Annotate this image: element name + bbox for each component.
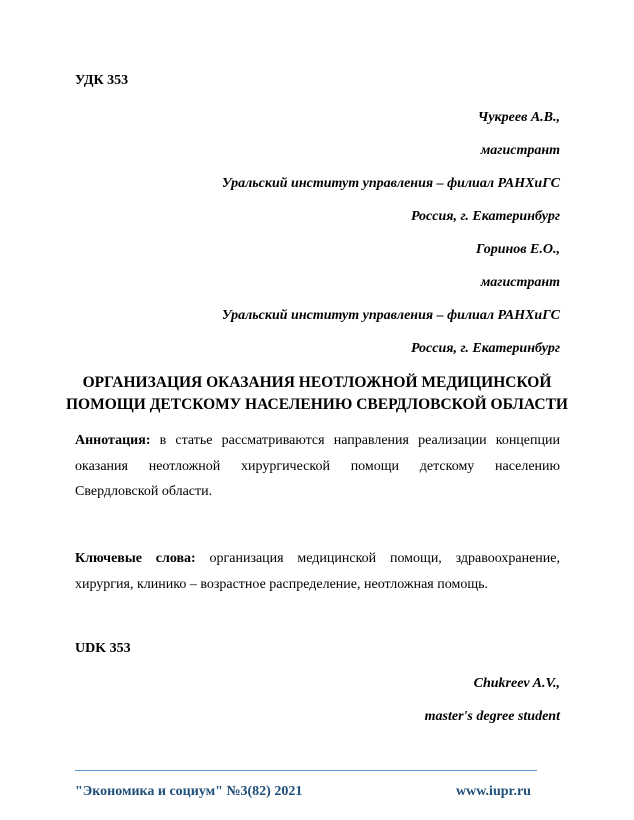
keywords	[75, 546, 560, 597]
author-2-location: Россия, г. Екатеринбург	[410, 341, 560, 356]
author-1-location: Россия, г. Екатеринбург	[410, 209, 560, 224]
author-2-degree: магистрант	[480, 275, 560, 290]
abstract-label: Аннотация:	[75, 433, 151, 448]
udk-en: UDK 353	[75, 641, 131, 656]
author-1-degree: магистрант	[480, 143, 560, 158]
paper-title-line-2: ПОМОЩИ ДЕТСКОМУ НАСЕЛЕНИЮ СВЕРДЛОВСКОЙ ОБЛАСТИ	[65, 396, 568, 413]
keywords-label: Ключевые слова:	[75, 551, 196, 566]
paper-title-line-1: ОРГАНИЗАЦИЯ ОКАЗАНИЯ НЕОТЛОЖНОЙ МЕДИЦИНСКОЙ	[82, 374, 552, 391]
author-en-degree: master's degree student	[424, 709, 560, 724]
author-2-name: Горинов Е.О.,	[476, 242, 560, 257]
author-1-name: Чукреев А.В.,	[477, 110, 560, 125]
keywords-text: организация медицинской помощи, здравоохранение, хирургия, клинико – возрастное распределение, неотложная помощь.	[75, 551, 560, 592]
footer-journal: "Экономика и социум" №3(82) 2021	[75, 784, 303, 799]
abstract-text: в статье рассматриваются направления реализации концепции оказания неотложной хирургической помощи детскому населению Свердловской области.	[75, 433, 560, 499]
paper-title	[60, 372, 574, 416]
author-2-institution: Уральский институт управления – филиал РАНХиГС	[221, 308, 560, 323]
author-1-institution: Уральский институт управления – филиал РАНХиГС	[221, 176, 560, 191]
footer-site-link[interactable]: www.iupr.ru	[456, 784, 531, 799]
udk-ru: УДК 353	[75, 73, 129, 88]
footer-rule	[75, 770, 537, 771]
abstract	[75, 428, 560, 505]
author-en-name: Chukreev A.V.,	[473, 676, 560, 691]
